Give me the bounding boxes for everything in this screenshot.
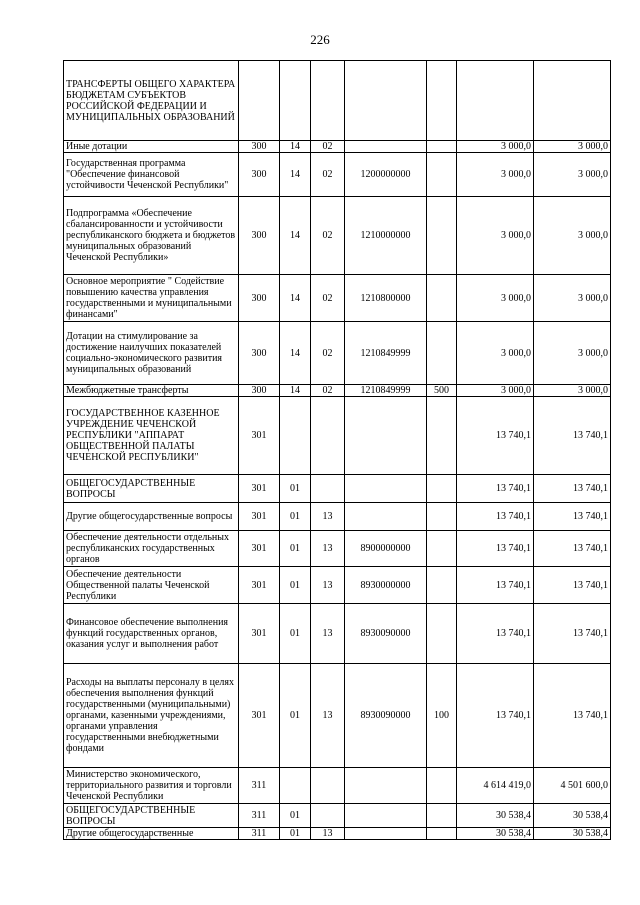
- cell-pr: 02: [311, 197, 345, 275]
- row-name: Подпрограмма «Обеспечение сбалансированности и устойчивости республиканского бюджета и бюджетов муниципальных образований Чеченской Республики»: [64, 197, 239, 275]
- cell-pr: [311, 768, 345, 804]
- table-row: [64, 153, 611, 197]
- cell-value-2: 3 000,0: [534, 275, 611, 322]
- cell-pr: 02: [311, 322, 345, 385]
- cell-value-1: 13 740,1: [457, 397, 534, 475]
- cell-rz: 14: [280, 385, 311, 397]
- cell-vr: [427, 275, 457, 322]
- cell-rz: 01: [280, 531, 311, 567]
- cell-value-2: 13 740,1: [534, 604, 611, 664]
- cell-value-1: 13 740,1: [457, 503, 534, 531]
- cell-value-2: 13 740,1: [534, 531, 611, 567]
- table-row: [64, 567, 611, 604]
- cell-csr: 8930090000: [345, 604, 427, 664]
- cell-gr: 301: [239, 531, 280, 567]
- cell-rz: 01: [280, 604, 311, 664]
- cell-pr: 02: [311, 153, 345, 197]
- cell-value-1: 3 000,0: [457, 322, 534, 385]
- cell-pr: 02: [311, 385, 345, 397]
- cell-value-2: 3 000,0: [534, 141, 611, 153]
- cell-vr: 100: [427, 664, 457, 768]
- cell-value-1: 13 740,1: [457, 475, 534, 503]
- table-row: [64, 768, 611, 804]
- row-name: Министерство экономического, территориального развития и торговли Чеченской Республики: [64, 768, 239, 804]
- cell-vr: [427, 197, 457, 275]
- cell-value-1: 3 000,0: [457, 197, 534, 275]
- cell-gr: [239, 61, 280, 141]
- cell-rz: [280, 61, 311, 141]
- cell-csr: [345, 61, 427, 141]
- row-name: Государственная программа "Обеспечение финансовой устойчивости Чеченской Республики": [64, 153, 239, 197]
- cell-value-2: 3 000,0: [534, 197, 611, 275]
- row-name: Межбюджетные трансферты: [64, 385, 239, 397]
- cell-gr: 301: [239, 604, 280, 664]
- row-name: Обеспечение деятельности Общественной палаты Чеченской Республики: [64, 567, 239, 604]
- cell-csr: 1210800000: [345, 275, 427, 322]
- cell-value-2: 3 000,0: [534, 322, 611, 385]
- row-name: Финансовое обеспечение выполнения функций государственных органов, оказания услуг и выполнения работ: [64, 604, 239, 664]
- cell-value-2: 13 740,1: [534, 475, 611, 503]
- cell-value-1: [457, 61, 534, 141]
- cell-rz: 01: [280, 828, 311, 840]
- page-number: 226: [310, 32, 330, 47]
- cell-rz: [280, 397, 311, 475]
- cell-value-1: 13 740,1: [457, 567, 534, 604]
- cell-gr: 300: [239, 322, 280, 385]
- cell-value-2: 13 740,1: [534, 567, 611, 604]
- cell-vr: [427, 567, 457, 604]
- table-row: [64, 275, 611, 322]
- cell-pr: [311, 397, 345, 475]
- cell-pr: [311, 804, 345, 828]
- cell-gr: 311: [239, 768, 280, 804]
- row-name: Дотации на стимулирование за достижение наилучших показателей социально-экономического развития муниципальных образований: [64, 322, 239, 385]
- table-row: [64, 141, 611, 153]
- row-name: ТРАНСФЕРТЫ ОБЩЕГО ХАРАКТЕРА БЮДЖЕТАМ СУБЪЕКТОВ РОССИЙСКОЙ ФЕДЕРАЦИИ И МУНИЦИПАЛЬНЫХ ОБРАЗОВАНИЙ: [64, 61, 239, 141]
- budget-table: [63, 60, 611, 840]
- cell-csr: 8930000000: [345, 567, 427, 604]
- cell-value-1: 30 538,4: [457, 828, 534, 840]
- cell-value-1: 3 000,0: [457, 153, 534, 197]
- cell-rz: 01: [280, 664, 311, 768]
- cell-rz: 01: [280, 503, 311, 531]
- row-name: Обеспечение деятельности отдельных республиканских государственных органов: [64, 531, 239, 567]
- cell-rz: 14: [280, 153, 311, 197]
- cell-vr: [427, 604, 457, 664]
- row-name: Другие общегосударственные: [64, 828, 239, 840]
- cell-vr: [427, 804, 457, 828]
- row-name: Основное мероприятие " Содействие повышению качества управления государственными и муниципальными финансами": [64, 275, 239, 322]
- cell-rz: 14: [280, 197, 311, 275]
- cell-csr: [345, 804, 427, 828]
- cell-csr: 1210849999: [345, 385, 427, 397]
- cell-vr: [427, 61, 457, 141]
- cell-rz: 01: [280, 475, 311, 503]
- cell-pr: 13: [311, 503, 345, 531]
- cell-value-2: 13 740,1: [534, 503, 611, 531]
- cell-csr: [345, 475, 427, 503]
- cell-gr: 301: [239, 503, 280, 531]
- cell-csr: [345, 768, 427, 804]
- cell-vr: [427, 768, 457, 804]
- table-row: [64, 828, 611, 840]
- row-name: ОБЩЕГОСУДАРСТВЕННЫЕ ВОПРОСЫ: [64, 804, 239, 828]
- cell-value-1: 30 538,4: [457, 804, 534, 828]
- cell-gr: 300: [239, 385, 280, 397]
- cell-value-2: 30 538,4: [534, 828, 611, 840]
- cell-vr: [427, 322, 457, 385]
- table-row: [64, 475, 611, 503]
- cell-rz: 14: [280, 275, 311, 322]
- table-row: [64, 197, 611, 275]
- row-name: ОБЩЕГОСУДАРСТВЕННЫЕ ВОПРОСЫ: [64, 475, 239, 503]
- cell-rz: 14: [280, 322, 311, 385]
- cell-pr: [311, 475, 345, 503]
- cell-rz: 01: [280, 567, 311, 604]
- cell-vr: [427, 503, 457, 531]
- cell-gr: 301: [239, 397, 280, 475]
- cell-csr: 8930090000: [345, 664, 427, 768]
- cell-value-1: 3 000,0: [457, 385, 534, 397]
- cell-value-1: 3 000,0: [457, 275, 534, 322]
- table-row: [64, 385, 611, 397]
- cell-pr: 13: [311, 664, 345, 768]
- table-row: [64, 322, 611, 385]
- cell-vr: [427, 828, 457, 840]
- row-name: Иные дотации: [64, 141, 239, 153]
- cell-csr: 1210000000: [345, 197, 427, 275]
- cell-value-2: [534, 61, 611, 141]
- cell-value-1: 13 740,1: [457, 664, 534, 768]
- cell-csr: [345, 503, 427, 531]
- cell-value-2: 3 000,0: [534, 385, 611, 397]
- cell-gr: 311: [239, 804, 280, 828]
- cell-value-2: 30 538,4: [534, 804, 611, 828]
- cell-pr: 13: [311, 531, 345, 567]
- cell-value-1: 13 740,1: [457, 531, 534, 567]
- table-row: [64, 664, 611, 768]
- row-name: Другие общегосударственные вопросы: [64, 503, 239, 531]
- cell-pr: 13: [311, 604, 345, 664]
- cell-value-2: 4 501 600,0: [534, 768, 611, 804]
- cell-vr: [427, 531, 457, 567]
- cell-vr: [427, 397, 457, 475]
- cell-value-2: 13 740,1: [534, 664, 611, 768]
- table-row: [64, 604, 611, 664]
- table-body: [64, 61, 611, 840]
- cell-csr: 1200000000: [345, 153, 427, 197]
- cell-rz: [280, 768, 311, 804]
- table-row: [64, 531, 611, 567]
- cell-vr: 500: [427, 385, 457, 397]
- cell-vr: [427, 141, 457, 153]
- table-row: [64, 61, 611, 141]
- table-row: [64, 503, 611, 531]
- cell-rz: 14: [280, 141, 311, 153]
- cell-gr: 300: [239, 141, 280, 153]
- cell-csr: [345, 397, 427, 475]
- cell-csr: 1210849999: [345, 322, 427, 385]
- cell-rz: 01: [280, 804, 311, 828]
- cell-gr: 311: [239, 828, 280, 840]
- cell-csr: [345, 141, 427, 153]
- row-name: Расходы на выплаты персоналу в целях обеспечения выполнения функций государственными (муниципальными) органами, казенными учреждениями, органами управления государственными внебюджетными фондами: [64, 664, 239, 768]
- table-row: [64, 397, 611, 475]
- cell-value-1: 3 000,0: [457, 141, 534, 153]
- cell-vr: [427, 153, 457, 197]
- cell-value-1: 13 740,1: [457, 604, 534, 664]
- cell-pr: [311, 61, 345, 141]
- cell-pr: 02: [311, 275, 345, 322]
- cell-gr: 300: [239, 275, 280, 322]
- cell-pr: 02: [311, 141, 345, 153]
- cell-gr: 300: [239, 153, 280, 197]
- cell-pr: 13: [311, 567, 345, 604]
- cell-value-2: 3 000,0: [534, 153, 611, 197]
- cell-value-2: 13 740,1: [534, 397, 611, 475]
- cell-gr: 301: [239, 664, 280, 768]
- cell-gr: 301: [239, 567, 280, 604]
- cell-vr: [427, 475, 457, 503]
- cell-csr: 8900000000: [345, 531, 427, 567]
- cell-gr: 301: [239, 475, 280, 503]
- row-name: ГОСУДАРСТВЕННОЕ КАЗЕННОЕ УЧРЕЖДЕНИЕ ЧЕЧЕНСКОЙ РЕСПУБЛИКИ "АППАРАТ ОБЩЕСТВЕННОЙ ПАЛАТЫ ЧЕЧЕНСКОЙ РЕСПУБЛИКИ": [64, 397, 239, 475]
- cell-csr: [345, 828, 427, 840]
- table-row: [64, 804, 611, 828]
- cell-pr: 13: [311, 828, 345, 840]
- cell-gr: 300: [239, 197, 280, 275]
- cell-value-1: 4 614 419,0: [457, 768, 534, 804]
